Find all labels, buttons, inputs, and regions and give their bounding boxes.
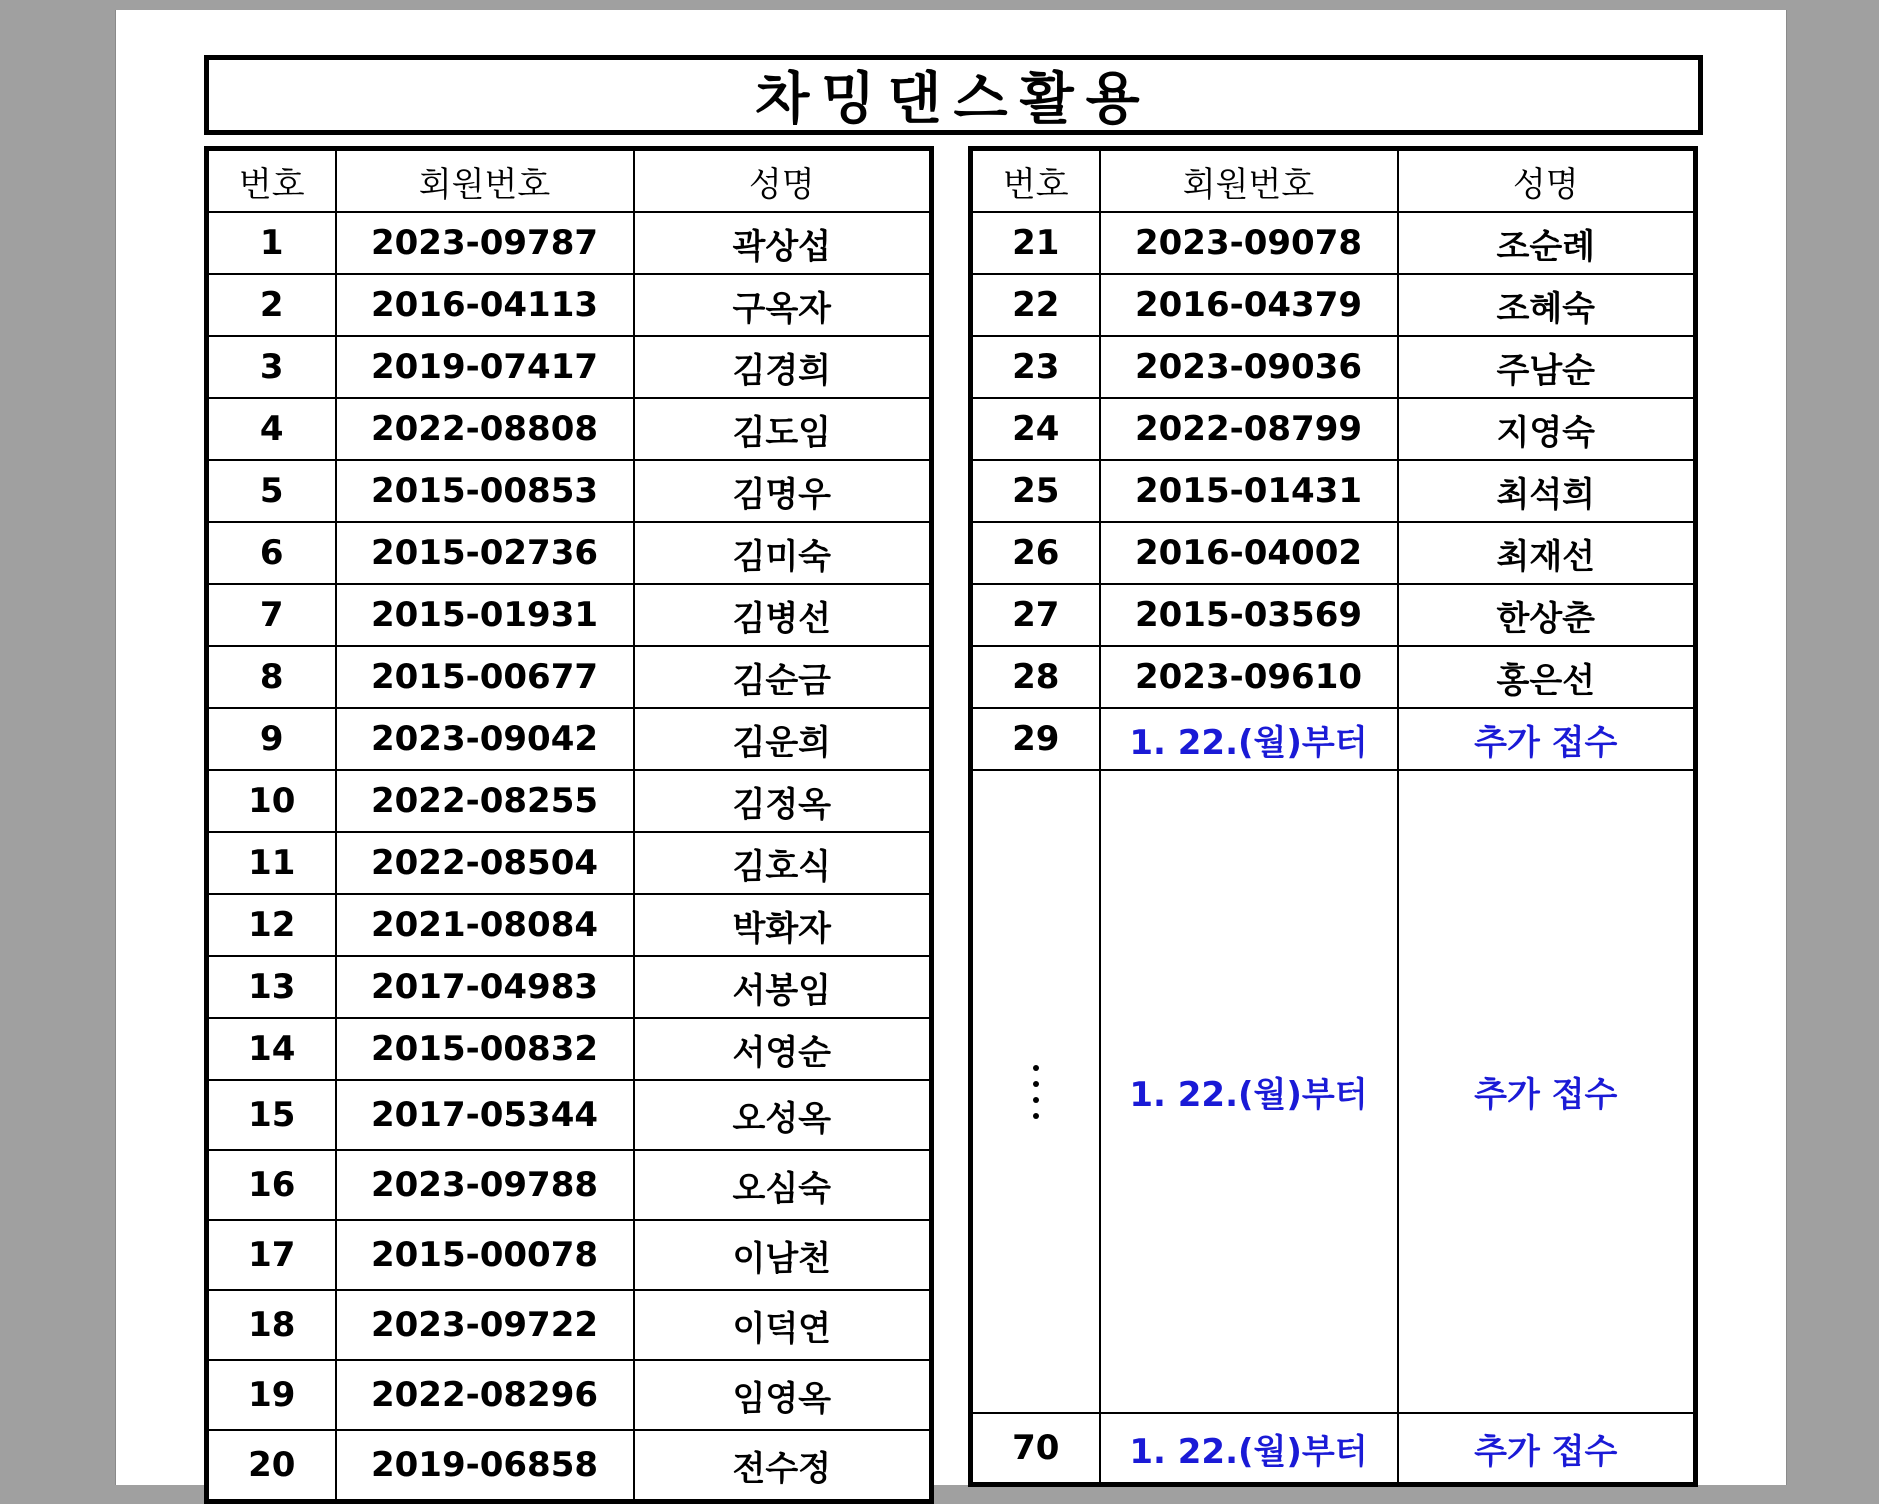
member-name: 이덕연	[634, 1290, 932, 1360]
left-roster-table	[204, 146, 934, 1504]
header-row	[207, 149, 932, 213]
notice-from-date: 1. 22.(월)부터	[1100, 770, 1398, 1413]
member-name: 오성옥	[634, 1080, 932, 1150]
table-row	[971, 584, 1696, 646]
member-id: 2015-00832	[336, 1018, 634, 1080]
member-name: 지영숙	[1398, 398, 1696, 460]
row-number: 28	[971, 646, 1100, 708]
table-row	[207, 460, 932, 522]
member-id: 2016-04379	[1100, 274, 1398, 336]
member-name: 이남천	[634, 1220, 932, 1290]
member-name: 최재선	[1398, 522, 1696, 584]
member-id: 2015-00677	[336, 646, 634, 708]
table-row	[207, 1360, 932, 1430]
table-row	[207, 1290, 932, 1360]
member-id: 2017-04983	[336, 956, 634, 1018]
member-name: 김정옥	[634, 770, 932, 832]
right-roster-table	[968, 146, 1698, 1487]
member-name: 김미숙	[634, 522, 932, 584]
row-number: 20	[207, 1430, 336, 1502]
notice-additional-registration: 추가 접수	[1398, 708, 1696, 770]
table-row	[971, 398, 1696, 460]
row-number: 27	[971, 584, 1100, 646]
header-no: 번호	[971, 149, 1100, 213]
table-row	[207, 1018, 932, 1080]
notice-block-middle	[971, 770, 1696, 1413]
member-id: 2022-08799	[1100, 398, 1398, 460]
row-number: 16	[207, 1150, 336, 1220]
header-name: 성명	[1398, 149, 1696, 213]
notice-additional-registration: 추가 접수	[1398, 1413, 1696, 1485]
member-name: 김호식	[634, 832, 932, 894]
row-number: 6	[207, 522, 336, 584]
row-number: 22	[971, 274, 1100, 336]
dot	[1033, 1097, 1039, 1103]
member-name: 김순금	[634, 646, 932, 708]
notice-row-first	[971, 708, 1696, 770]
member-id: 2022-08296	[336, 1360, 634, 1430]
table-row	[207, 770, 932, 832]
row-number: 4	[207, 398, 336, 460]
member-id: 2015-00078	[336, 1220, 634, 1290]
member-id: 2019-06858	[336, 1430, 634, 1502]
row-number: 9	[207, 708, 336, 770]
header-no: 번호	[207, 149, 336, 213]
row-number: 1	[207, 212, 336, 274]
table-row	[207, 708, 932, 770]
table-row	[207, 1080, 932, 1150]
member-name: 조순례	[1398, 212, 1696, 274]
row-number: 8	[207, 646, 336, 708]
table-row	[207, 832, 932, 894]
table-row	[971, 646, 1696, 708]
row-number: 26	[971, 522, 1100, 584]
row-number: 14	[207, 1018, 336, 1080]
table-row	[207, 212, 932, 274]
header-name: 성명	[634, 149, 932, 213]
row-number: 10	[207, 770, 336, 832]
member-id: 2015-01431	[1100, 460, 1398, 522]
notice-additional-registration: 추가 접수	[1398, 770, 1696, 1413]
row-number: 23	[971, 336, 1100, 398]
member-id: 2023-09788	[336, 1150, 634, 1220]
notice-from-date: 1. 22.(월)부터	[1100, 708, 1398, 770]
member-name: 서봉임	[634, 956, 932, 1018]
member-name: 김운희	[634, 708, 932, 770]
member-name: 임영옥	[634, 1360, 932, 1430]
dot	[1033, 1065, 1039, 1071]
table-row	[207, 1220, 932, 1290]
member-name: 곽상섭	[634, 212, 932, 274]
table-row	[207, 522, 932, 584]
table-row	[207, 646, 932, 708]
member-name: 김병선	[634, 584, 932, 646]
member-name: 오심숙	[634, 1150, 932, 1220]
row-number: 5	[207, 460, 336, 522]
member-name: 김도임	[634, 398, 932, 460]
member-name: 조혜숙	[1398, 274, 1696, 336]
table-row	[971, 274, 1696, 336]
member-id: 2022-08504	[336, 832, 634, 894]
table-row	[207, 956, 932, 1018]
table-row	[207, 274, 932, 336]
row-number: 29	[971, 708, 1100, 770]
dot	[1033, 1113, 1039, 1119]
row-number: 2	[207, 274, 336, 336]
member-id: 2023-09610	[1100, 646, 1398, 708]
member-name: 구옥자	[634, 274, 932, 336]
row-number: 15	[207, 1080, 336, 1150]
table-row	[207, 584, 932, 646]
member-id: 2017-05344	[336, 1080, 634, 1150]
member-name: 주남순	[1398, 336, 1696, 398]
member-name: 전수정	[634, 1430, 932, 1502]
notice-row-last	[971, 1413, 1696, 1485]
row-number: 3	[207, 336, 336, 398]
member-id: 2016-04002	[1100, 522, 1398, 584]
header-member-id: 회원번호	[336, 149, 634, 213]
member-id: 2022-08255	[336, 770, 634, 832]
row-number: 11	[207, 832, 336, 894]
row-number: 13	[207, 956, 336, 1018]
notice-from-date: 1. 22.(월)부터	[1100, 1413, 1398, 1485]
member-id: 2023-09722	[336, 1290, 634, 1360]
member-id: 2023-09787	[336, 212, 634, 274]
row-number: 19	[207, 1360, 336, 1430]
ellipsis-cell	[971, 770, 1100, 1413]
member-id: 2016-04113	[336, 274, 634, 336]
vertical-ellipsis-icon	[973, 1065, 1099, 1119]
member-id: 2019-07417	[336, 336, 634, 398]
member-id: 2022-08808	[336, 398, 634, 460]
member-name: 최석희	[1398, 460, 1696, 522]
row-number: 25	[971, 460, 1100, 522]
member-name: 박화자	[634, 894, 932, 956]
member-id: 2015-03569	[1100, 584, 1398, 646]
table-row	[971, 522, 1696, 584]
table-row	[207, 398, 932, 460]
header-member-id: 회원번호	[1100, 149, 1398, 213]
page-title: 차밍댄스활용	[204, 55, 1703, 135]
member-name: 홍은선	[1398, 646, 1696, 708]
row-number: 24	[971, 398, 1100, 460]
table-row	[971, 460, 1696, 522]
table-row	[971, 212, 1696, 274]
dot	[1033, 1081, 1039, 1087]
member-id: 2015-01931	[336, 584, 634, 646]
row-number: 12	[207, 894, 336, 956]
table-row	[207, 1430, 932, 1502]
member-name: 한상춘	[1398, 584, 1696, 646]
row-number: 18	[207, 1290, 336, 1360]
member-id: 2023-09078	[1100, 212, 1398, 274]
member-id: 2023-09036	[1100, 336, 1398, 398]
member-id: 2015-02736	[336, 522, 634, 584]
row-number: 17	[207, 1220, 336, 1290]
member-id: 2021-08084	[336, 894, 634, 956]
member-name: 김명우	[634, 460, 932, 522]
member-name: 김경희	[634, 336, 932, 398]
header-row	[971, 149, 1696, 213]
row-number: 70	[971, 1413, 1100, 1485]
table-row	[207, 1150, 932, 1220]
row-number: 21	[971, 212, 1100, 274]
table-row	[207, 894, 932, 956]
table-row	[207, 336, 932, 398]
table-row	[971, 336, 1696, 398]
row-number: 7	[207, 584, 336, 646]
member-id: 2015-00853	[336, 460, 634, 522]
member-id: 2023-09042	[336, 708, 634, 770]
member-name: 서영순	[634, 1018, 932, 1080]
